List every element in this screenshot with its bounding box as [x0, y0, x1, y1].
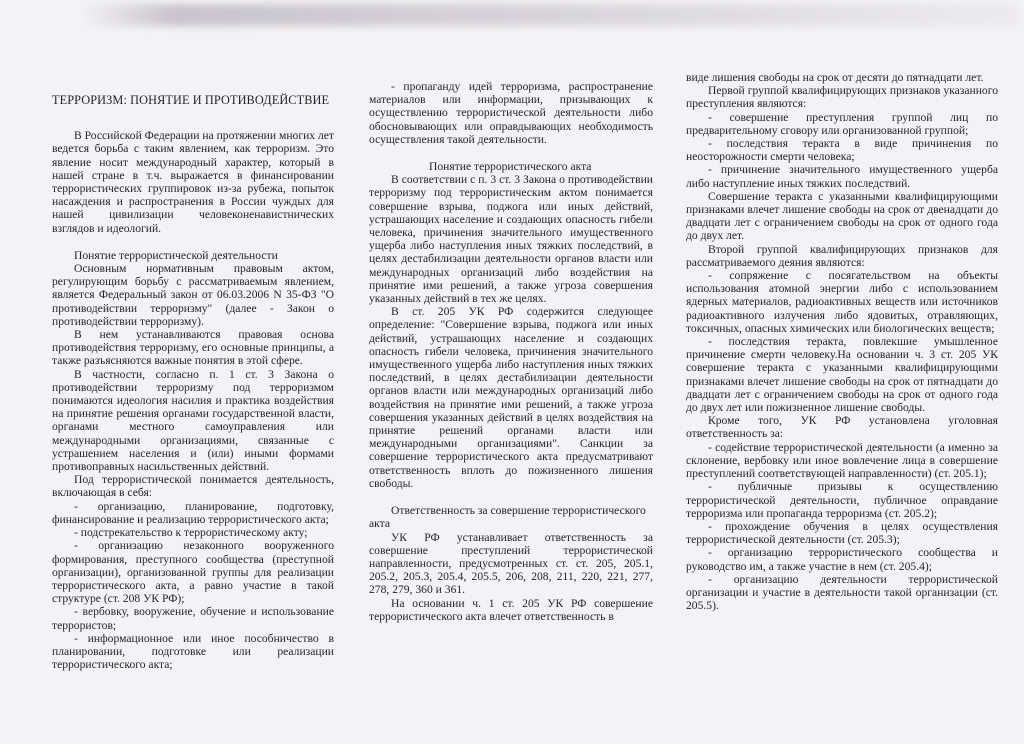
- list-item-205-2: - публичные призывы к осуществлению террористической деятельности, публичное оправдание терроризма или пропаганда терроризма (ст. 205.2);: [686, 480, 998, 520]
- scan-top-smudge: [80, 4, 1020, 26]
- list-item-propaganda: - пропаганду идей терроризма, распространение материалов или информации, призывающих к осуществлению террористической деятельности либо обосновывающих или оправдывающих необходимость осуществления такой деятельности.: [369, 80, 653, 146]
- list-item-incitement: - подстрекательство к террористическому акту;: [74, 526, 308, 540]
- list-item-205-1: - содействие террористической деятельности (а именно за склонение, вербовку или иное вовлечение лица в совершение преступлений соответствующей направленности) (ст. 205.1);: [686, 440, 998, 481]
- list-item-205-5: - организацию деятельности террористической организации и участие в деятельности такой организации (ст. 205.5).: [686, 572, 998, 613]
- paragraph-second-group: Второй группой квалифицирующих признаков для рассматриваемого деяния являются:: [686, 242, 998, 269]
- list-item-nuclear: - сопряжение с посягательством на объекты использования атомной энергии либо с использованием ядерных материалов, радиоактивных веществ или источников радиоактивного излучения либо ядовитых, отравляющих, токсичных, опасных химических или биологических веществ;: [686, 269, 998, 335]
- paragraph-definition: В частности, согласно п. 1 ст. 3 Закона о противодействии терроризму под терроризмом понимаются идеология насилия и практика воздействия на принятие решения органами государственной власти, органами местного самоуправления или международными организациями, связанные с устрашением населения и (или) иными формами противоправных насильственных действий.: [52, 367, 334, 474]
- paragraph-law: Основным нормативным правовым актом, регулирующим борьбу с рассматриваемым явлением, является Федеральный закон от 06.03.2006 N 35-ФЗ "О противодействии терроризму" (далее - Закон о противодействии терроризму).: [52, 262, 334, 328]
- list-item-armed-formation: - организацию незаконного вооруженного формирования, преступного сообщества (преступной организации), организованной группы для реализации террористического акта, а равно участие в такой структуре (ст. 208 УК РФ);: [52, 539, 334, 606]
- paragraph-terror-act-definition: В соответствии с п. 3 ст. 3 Закона о противодействии терроризму под террористическим актом понимается совершение взрыва, поджога или иных действий, устрашающих население и создающих опасность гибели человека, причинения значительного имущественного ущерба либо наступления иных тяжких последствий, в целях дестабилизации деятельности органов власти или международных организаций либо воздействия на принятие ими решений, а также угроза совершения указанных действий в тех же целях.: [369, 173, 653, 306]
- column-2: [369, 80, 653, 623]
- section-heading-terror-activity: Понятие террористической деятельности: [74, 248, 278, 262]
- paragraph-sentence-continuation: виде лишения свободы на срок от десяти до пятнадцати лет.: [686, 71, 984, 84]
- list-item-205-3: - прохождение обучения в целях осуществления террористической деятельности (ст. 205.3);: [686, 519, 998, 547]
- section-heading-liability: Ответственность за совершение террористического акта: [369, 504, 646, 531]
- list-item-group-conspiracy: - совершение преступления группой лиц по предварительному сговору или организованной группой;: [686, 110, 998, 137]
- list-item-negligent-death: - последствия теракта в виде причинения по неосторожности смерти человека;: [686, 137, 998, 164]
- list-item-organization: - организацию, планирование, подготовку, финансирование и реализацию террористического акта;: [52, 499, 334, 526]
- column-3: [686, 71, 998, 612]
- paragraph-criminal-code-definition: В ст. 205 УК РФ содержится следующее определение: "Совершение взрыва, поджога или иных действий, устрашающих население и создающих опасность гибели человека, причинения значительного имущественного ущерба либо наступления иных тяжких последствий, в целях дестабилизации деятельности органов власти или международных организаций либо воздействия на принятие ими решений, а также угроза совершения указанных действий в целях воздействия на принятие решений органами власти или международными организациями". Санкции за совершение террористического акта предусматривают ответственность вплоть до пожизненного лишения свободы.: [369, 305, 653, 490]
- list-item-intentional-death: - последствия теракта, повлекшие умышленное причинение смерти человеку.На основании ч. 3 ст. 205 УК совершение теракта с указанными квалифицирующими признаками влечет лишение свободы на срок от пятнадцати до двадцати лет с ограничением свободы на срок от одного года до двух лет или пожизненное лишение свободы.: [686, 335, 998, 415]
- list-item-property-damage: - причинение значительного имущественного ущерба либо наступление иных тяжких последствий.: [686, 163, 998, 190]
- paragraph-first-group-penalty: Совершение теракта с указанными квалифицирующими признаками влечет лишение свободы на срок от двенадцати до двадцати лет с ограничением свободы на срок от одного года до двух лет.: [686, 189, 998, 243]
- list-item-205-4: - организацию террористического сообщества и руководство им, а также участие в нем (ст. 205.4);: [686, 546, 998, 573]
- list-item-complicity: - информационное или иное пособничество в планировании, подготовке или реализации террористического акта;: [52, 631, 334, 672]
- list-item-recruitment: - вербовку, вооружение, обучение и использование террористов;: [52, 605, 334, 632]
- intro-paragraph: В Российской Федерации на протяжении многих лет ведется борьба с таким явлением, как терроризм. Это явление носит международный характер, который в нашей стране в т.ч. выражается в финансировании террористических группировок из-за рубежа, попыток насаждения и распространения в России чуждых для нашей цивилизации человеконенавистнических взглядов и идеологий.: [52, 129, 334, 235]
- paragraph-liability-part1: На основании ч. 1 ст. 205 УК РФ совершение террористического акта влечет ответственность в: [369, 596, 653, 623]
- paragraph-principles: В нем устанавливаются правовая основа противодействия терроризму, его основные принципы, а также разъясняются важные понятия в этой сфере.: [52, 328, 334, 368]
- column-1: [52, 94, 334, 671]
- paragraph-activity-intro: Под террористической понимается деятельность, включающая в себя:: [52, 473, 334, 500]
- paragraph-first-group: Первой группой квалифицирующих признаков указанного преступления являются:: [686, 84, 998, 111]
- section-heading-terror-act: Понятие террористического акта: [429, 160, 592, 174]
- paragraph-liability-articles: УК РФ устанавливает ответственность за совершение преступлений террористической направленности, предусмотренных ст. ст. 205, 205.1, 205.2, 205.3, 205.4, 205.5, 206, 208, 211, 220, 221, 277, 278, 279, 360 и 361.: [369, 530, 653, 597]
- paragraph-other-liability: Кроме того, УК РФ установлена уголовная ответственность за:: [686, 414, 998, 441]
- article-title: ТЕРРОРИЗМ: ПОНЯТИЕ И ПРОТИВОДЕЙСТВИЕ: [52, 93, 330, 107]
